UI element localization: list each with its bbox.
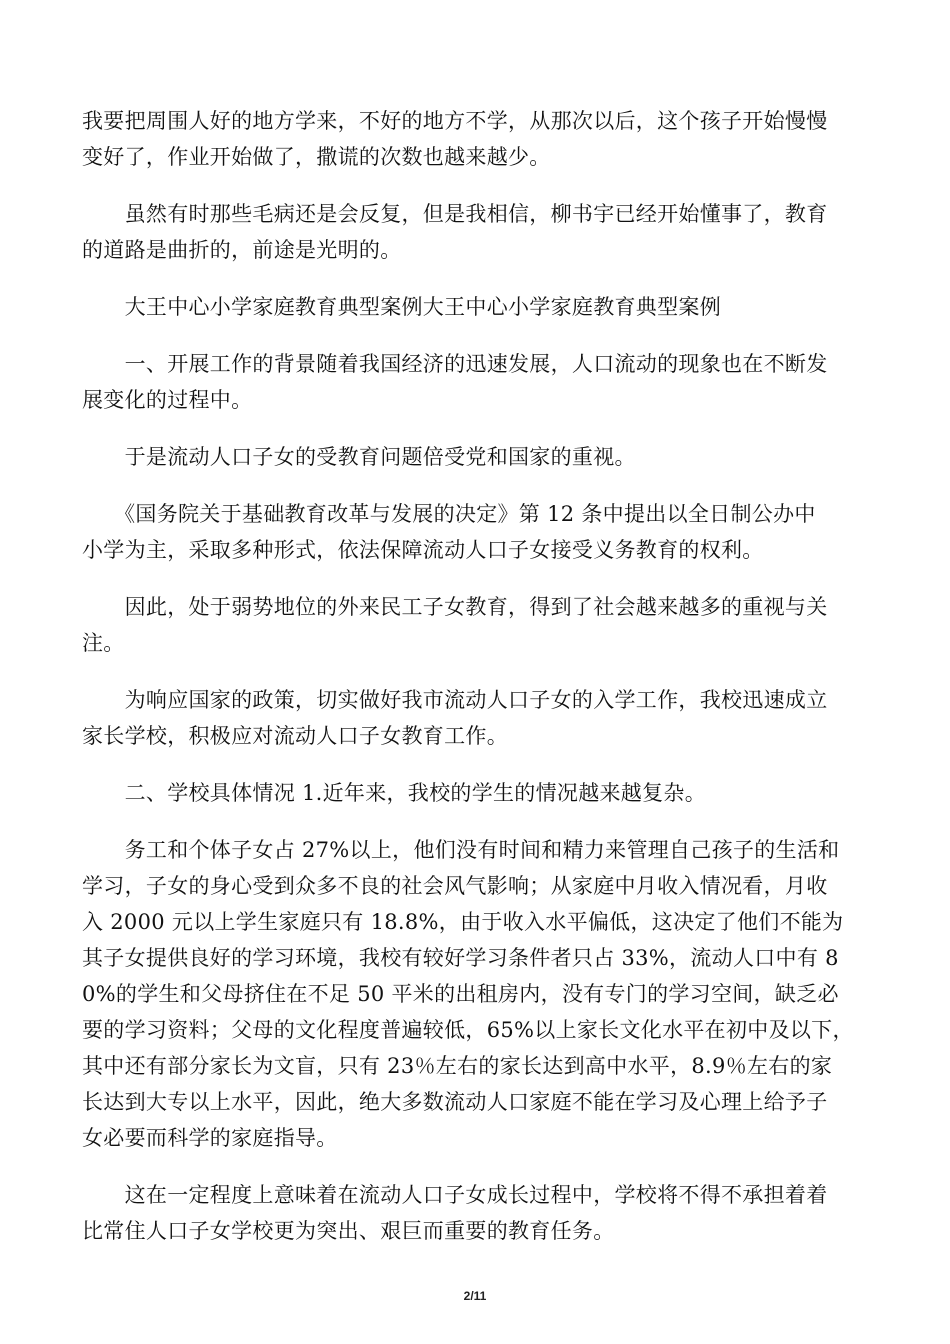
paragraph xyxy=(82,832,872,1156)
text-line: 注。 xyxy=(82,631,125,655)
text-line: 二、学校具体情况 1.近年来，我校的学生的情况越来越复杂。 xyxy=(82,781,707,805)
text-line: 学习，子女的身心受到众多不良的社会风气影响；从家庭中月收入情况看，月收 xyxy=(82,874,828,898)
text-line: 比常住人口子女学校更为突出、艰巨而重要的教育任务。 xyxy=(82,1219,615,1243)
paragraph-heading xyxy=(82,289,872,325)
text-line: 变好了，作业开始做了，撒谎的次数也越来越少。 xyxy=(82,145,551,169)
text-line: 女必要而科学的家庭指导。 xyxy=(82,1126,338,1150)
text-line: 长达到大专以上水平，因此，绝大多数流动人口家庭不能在学习及心理上给予子 xyxy=(82,1090,828,1114)
text-line: 小学为主，采取多种形式，依法保障流动人口子女接受义务教育的权利。 xyxy=(82,538,764,562)
document-body xyxy=(82,103,872,1270)
paragraph xyxy=(82,775,872,811)
text-line: 大王中心小学家庭教育典型案例大王中心小学家庭教育典型案例 xyxy=(82,295,721,319)
text-line: 展变化的过程中。 xyxy=(82,388,253,412)
text-line: 要的学习资料；父母的文化程度普遍较低，65%以上家长文化水平在初中及以下， xyxy=(82,1018,854,1042)
text-line: 0%的学生和父母挤住在不足 50 平米的出租房内，没有专门的学习空间，缺乏必 xyxy=(82,982,839,1006)
text-line: 务工和个体子女占 27%以上，他们没有时间和精力来管理自己孩子的生活和 xyxy=(82,838,840,862)
paragraph xyxy=(82,439,872,475)
text-line: 为响应国家的政策，切实做好我市流动人口子女的入学工作，我校迅速成立 xyxy=(82,688,828,712)
paragraph xyxy=(82,196,872,268)
text-line: 家长学校，积极应对流动人口子女教育工作。 xyxy=(82,724,508,748)
paragraph xyxy=(82,589,872,661)
text-line: 《国务院关于基础教育改革与发展的决定》第 12 条中提出以全日制公办中 xyxy=(82,502,816,526)
paragraph xyxy=(82,1177,872,1249)
text-line: 其中还有部分家长为文盲，只有 23％左右的家长达到高中水平，8.9％左右的家 xyxy=(82,1054,833,1078)
paragraph xyxy=(82,103,872,175)
text-line: 我要把周围人好的地方学来，不好的地方不学，从那次以后，这个孩子开始慢慢 xyxy=(82,109,828,133)
text-line: 虽然有时那些毛病还是会反复，但是我相信，柳书宇已经开始懂事了，教育 xyxy=(82,202,828,226)
text-line: 其子女提供良好的学习环境，我校有较好学习条件者只占 33%，流动人口中有 8 xyxy=(82,946,839,970)
paragraph xyxy=(82,346,872,418)
text-line: 因此，处于弱势地位的外来民工子女教育，得到了社会越来越多的重视与关 xyxy=(82,595,828,619)
paragraph xyxy=(82,496,872,568)
text-line: 入 2000 元以上学生家庭只有 18.8%，由于收入水平偏低，这决定了他们不能为 xyxy=(82,910,844,934)
text-line: 的道路是曲折的，前途是光明的。 xyxy=(82,238,402,262)
page-number: 2/11 xyxy=(463,1289,487,1303)
text-line: 这在一定程度上意味着在流动人口子女成长过程中，学校将不得不承担着着 xyxy=(82,1183,828,1207)
text-line: 于是流动人口子女的受教育问题倍受党和国家的重视。 xyxy=(82,445,636,469)
text-line: 一、开展工作的背景随着我国经济的迅速发展，人口流动的现象也在不断发 xyxy=(82,352,828,376)
paragraph xyxy=(82,682,872,754)
